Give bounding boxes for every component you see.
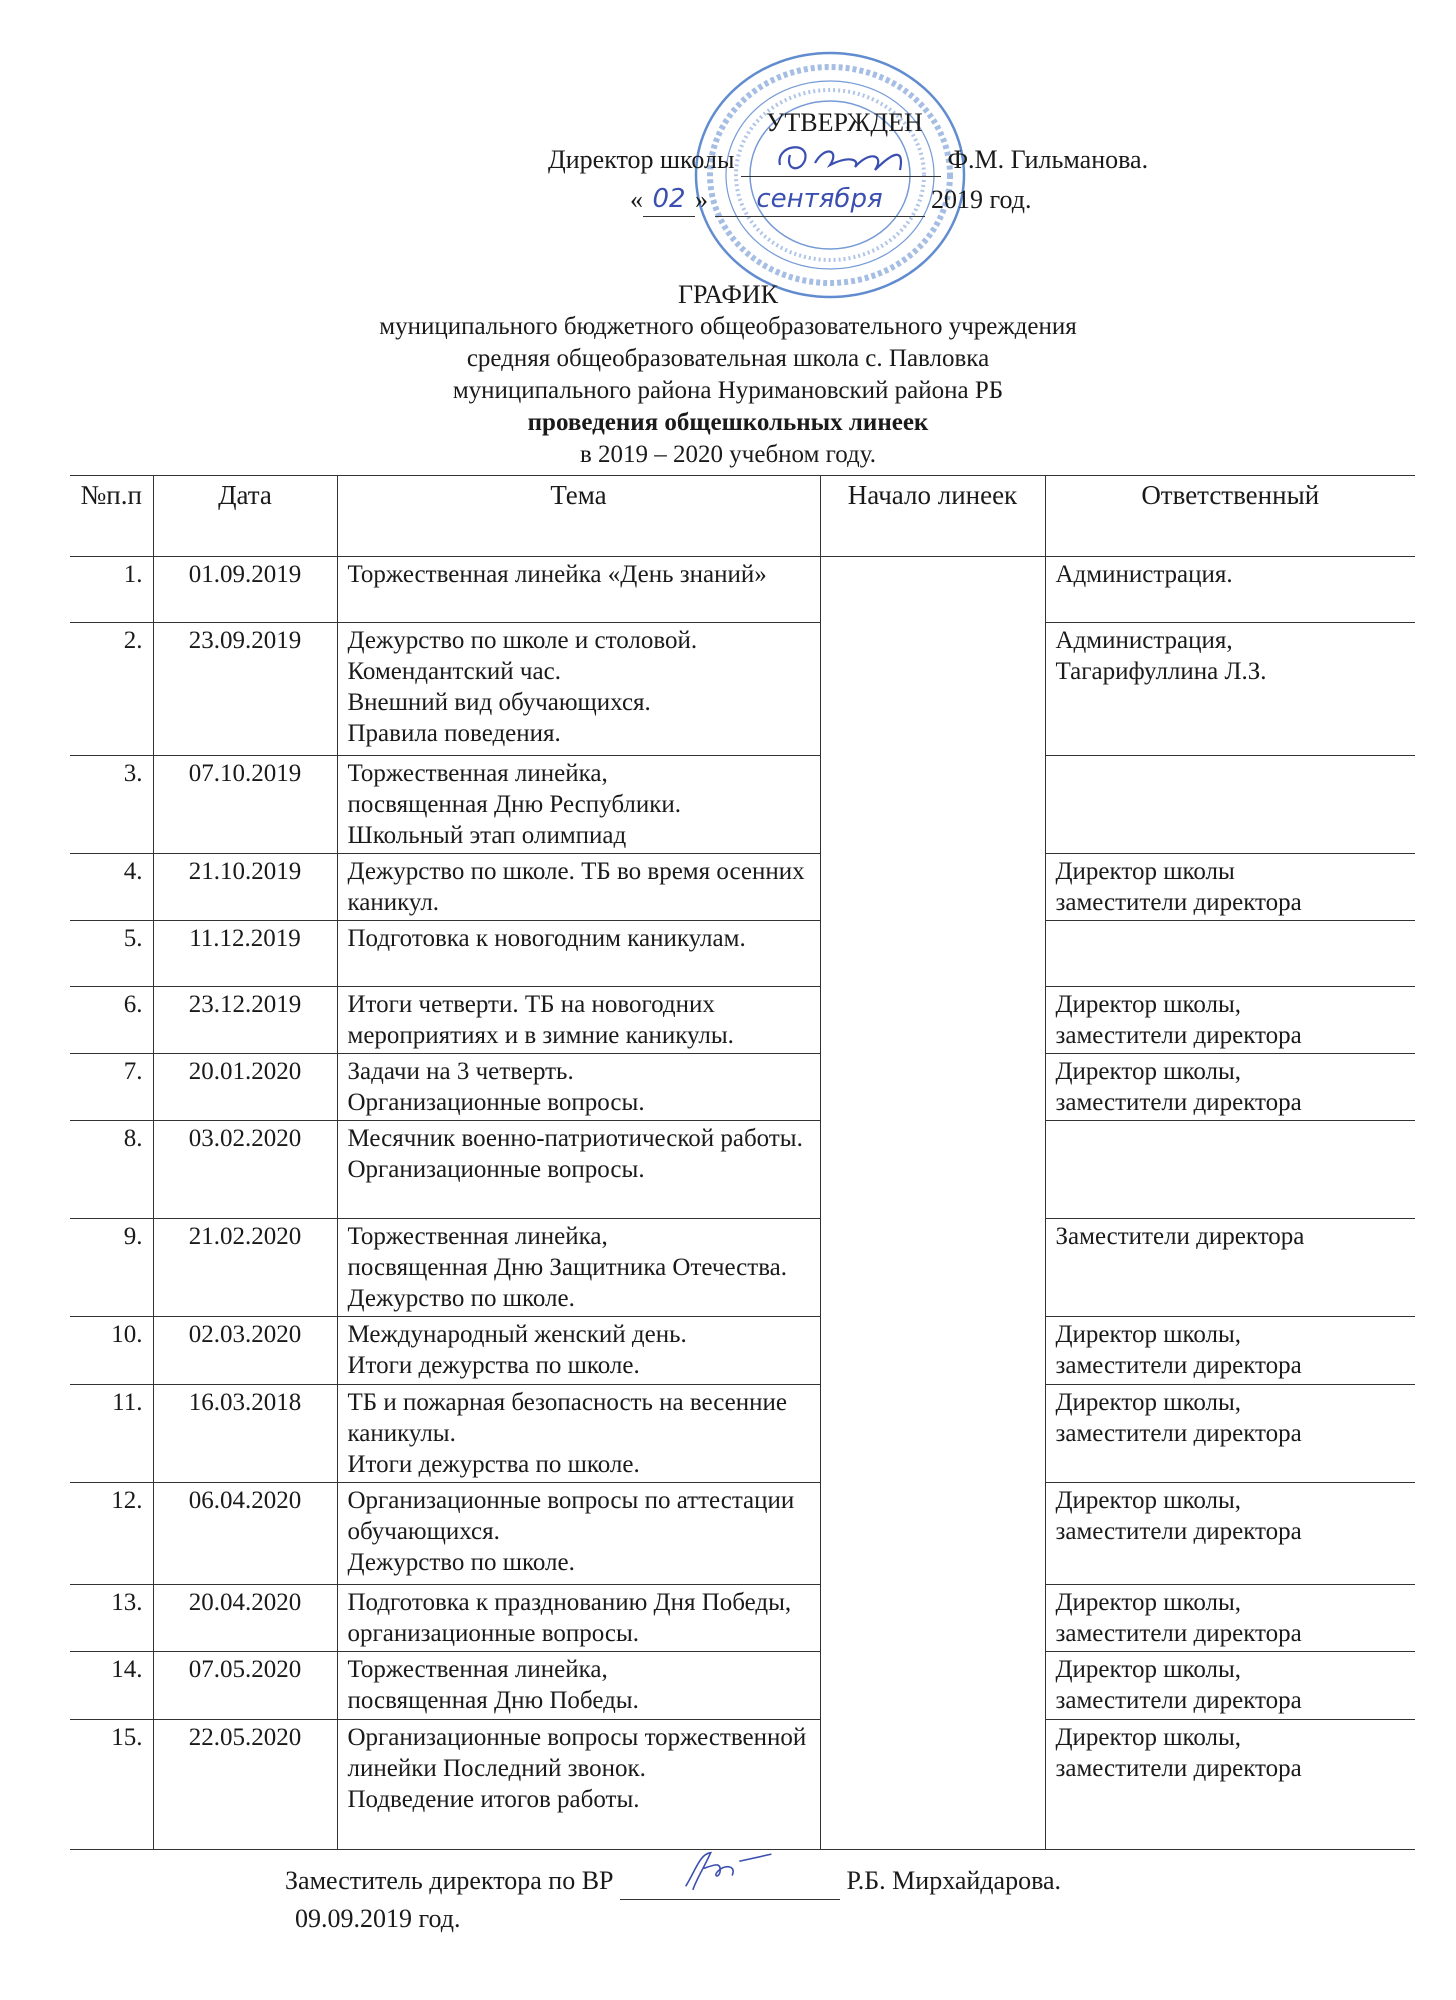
header-topic: Тема (337, 476, 820, 557)
header-responsible: Ответственный (1045, 476, 1415, 557)
table-row (70, 1219, 1415, 1317)
table-row (70, 557, 1415, 623)
date-quote-close: » (695, 185, 708, 214)
row-responsible: Директор школы, заместители директора (1045, 1483, 1415, 1585)
row-date: 03.02.2020 (153, 1121, 337, 1219)
table-row (70, 1720, 1415, 1850)
row-responsible: Директор школы, заместители директора (1045, 1385, 1415, 1483)
row-responsible: Директор школы заместители директора (1045, 854, 1415, 921)
table-row (70, 756, 1415, 854)
row-date: 07.05.2020 (153, 1652, 337, 1720)
row-topic: Торжественная линейка, посвященная Дню Республики. Школьный этап олимпиад (337, 756, 820, 854)
deputy-label: Заместитель директора по ВР (285, 1866, 614, 1895)
row-responsible: Администрация, Тагарифуллина Л.З. (1045, 623, 1415, 756)
document-title: ГРАФИК (678, 280, 778, 309)
header-num: №п.п (70, 476, 153, 557)
table-row (70, 1317, 1415, 1385)
row-number: 13. (70, 1585, 153, 1652)
row-number: 15. (70, 1720, 153, 1850)
row-date: 22.05.2020 (153, 1720, 337, 1850)
table-row (70, 987, 1415, 1054)
table-row (70, 1385, 1415, 1483)
row-date: 16.03.2018 (153, 1385, 337, 1483)
table-header-row (70, 476, 1415, 557)
row-topic: Итоги четверти. ТБ на новогодних мероприятиях и в зимние каникулы. (337, 987, 820, 1054)
row-responsible: Заместители директора (1045, 1219, 1415, 1317)
date-month-field: сентября (715, 182, 925, 217)
schedule-table (70, 475, 1415, 1850)
table-row (70, 854, 1415, 921)
row-topic: Подготовка к празднованию Дня Победы, организационные вопросы. (337, 1585, 820, 1652)
footer-date: 09.09.2019 год. (295, 1904, 461, 1933)
row-date: 21.10.2019 (153, 854, 337, 921)
row-topic: Дежурство по школе. ТБ во время осенних каникул. (337, 854, 820, 921)
row-responsible: Директор школы, заместители директора (1045, 1720, 1415, 1850)
date-quote-open: « (630, 185, 643, 214)
title-line-3: муниципального района Нуримановский района РБ (452, 377, 1004, 404)
row-number: 8. (70, 1121, 153, 1219)
row-date: 20.01.2020 (153, 1054, 337, 1121)
row-topic: Подготовка к новогодним каникулам. (337, 921, 820, 987)
row-responsible (1045, 921, 1415, 987)
row-number: 9. (70, 1219, 153, 1317)
row-number: 14. (70, 1652, 153, 1720)
row-date: 01.09.2019 (153, 557, 337, 623)
row-number: 12. (70, 1483, 153, 1585)
date-year: 2019 год. (931, 185, 1032, 214)
row-date: 23.09.2019 (153, 623, 337, 756)
row-topic: Организационные вопросы по аттестации обучающихся. Дежурство по школе. (337, 1483, 820, 1585)
row-number: 5. (70, 921, 153, 987)
title-line-4: проведения общешкольных линеек (527, 409, 929, 436)
row-date: 23.12.2019 (153, 987, 337, 1054)
row-number: 7. (70, 1054, 153, 1121)
deputy-signature (650, 1847, 800, 1897)
row-responsible (1045, 756, 1415, 854)
row-responsible (1045, 1121, 1415, 1219)
row-topic: Месячник военно-патриотической работы. Организационные вопросы. (337, 1121, 820, 1219)
header-start: Начало линеек (820, 476, 1045, 557)
deputy-name: Р.Б. Мирхайдарова. (846, 1866, 1062, 1895)
row-topic: Торжественная линейка, посвященная Дню Победы. (337, 1652, 820, 1720)
approval-date-line (630, 182, 1032, 216)
approval-heading: УТВЕРЖДЕН (766, 108, 923, 137)
row-responsible: Директор школы, заместители директора (1045, 1585, 1415, 1652)
row-responsible: Директор школы, заместители директора (1045, 1317, 1415, 1385)
row-topic: Дежурство по школе и столовой. Комендантский час. Внешний вид обучающихся. Правила поведения. (337, 623, 820, 756)
row-responsible: Директор школы, заместители директора (1045, 1054, 1415, 1121)
row-date: 06.04.2020 (153, 1483, 337, 1585)
row-date: 11.12.2019 (153, 921, 337, 987)
title-line-5: в 2019 – 2020 учебном году. (579, 441, 877, 468)
table-row (70, 1585, 1415, 1652)
director-label: Директор школы (548, 145, 735, 174)
row-date: 02.03.2020 (153, 1317, 337, 1385)
start-time-cell (820, 557, 1045, 1850)
row-topic: Торжественная линейка «День знаний» (337, 557, 820, 623)
row-topic: Организационные вопросы торжественной линейки Последний звонок. Подведение итогов работы. (337, 1720, 820, 1850)
row-date: 07.10.2019 (153, 756, 337, 854)
row-number: 1. (70, 557, 153, 623)
row-topic: Международный женский день. Итоги дежурства по школе. (337, 1317, 820, 1385)
director-name: Ф.М. Гильманова. (947, 145, 1149, 174)
header-date: Дата (153, 476, 337, 557)
row-topic: ТБ и пожарная безопасность на весенние каникулы. Итоги дежурства по школе. (337, 1385, 820, 1483)
title-line-2: средняя общеобразовательная школа с. Павловка (466, 345, 990, 372)
row-number: 3. (70, 756, 153, 854)
row-date: 21.02.2020 (153, 1219, 337, 1317)
table-row (70, 1652, 1415, 1720)
row-number: 2. (70, 623, 153, 756)
row-number: 10. (70, 1317, 153, 1385)
row-date: 20.04.2020 (153, 1585, 337, 1652)
director-signature (770, 135, 920, 175)
deputy-signature-line (620, 1873, 840, 1900)
table-row (70, 1483, 1415, 1585)
row-responsible: Директор школы, заместители директора (1045, 987, 1415, 1054)
row-responsible: Директор школы, заместители директора (1045, 1652, 1415, 1720)
row-number: 11. (70, 1385, 153, 1483)
row-topic: Задачи на 3 четверть. Организационные вопросы. (337, 1054, 820, 1121)
table-row (70, 623, 1415, 756)
table-row (70, 921, 1415, 987)
table-row (70, 1121, 1415, 1219)
table-row (70, 1054, 1415, 1121)
row-number: 4. (70, 854, 153, 921)
row-number: 6. (70, 987, 153, 1054)
document-body (70, 475, 1415, 1938)
title-line-1: муниципального бюджетного общеобразовательного учреждения (379, 313, 1077, 340)
row-topic: Торжественная линейка, посвященная Дню Защитника Отечества. Дежурство по школе. (337, 1219, 820, 1317)
footer-deputy-line (285, 1862, 1415, 1900)
row-responsible: Администрация. (1045, 557, 1415, 623)
date-day-field: 02 (643, 182, 695, 217)
